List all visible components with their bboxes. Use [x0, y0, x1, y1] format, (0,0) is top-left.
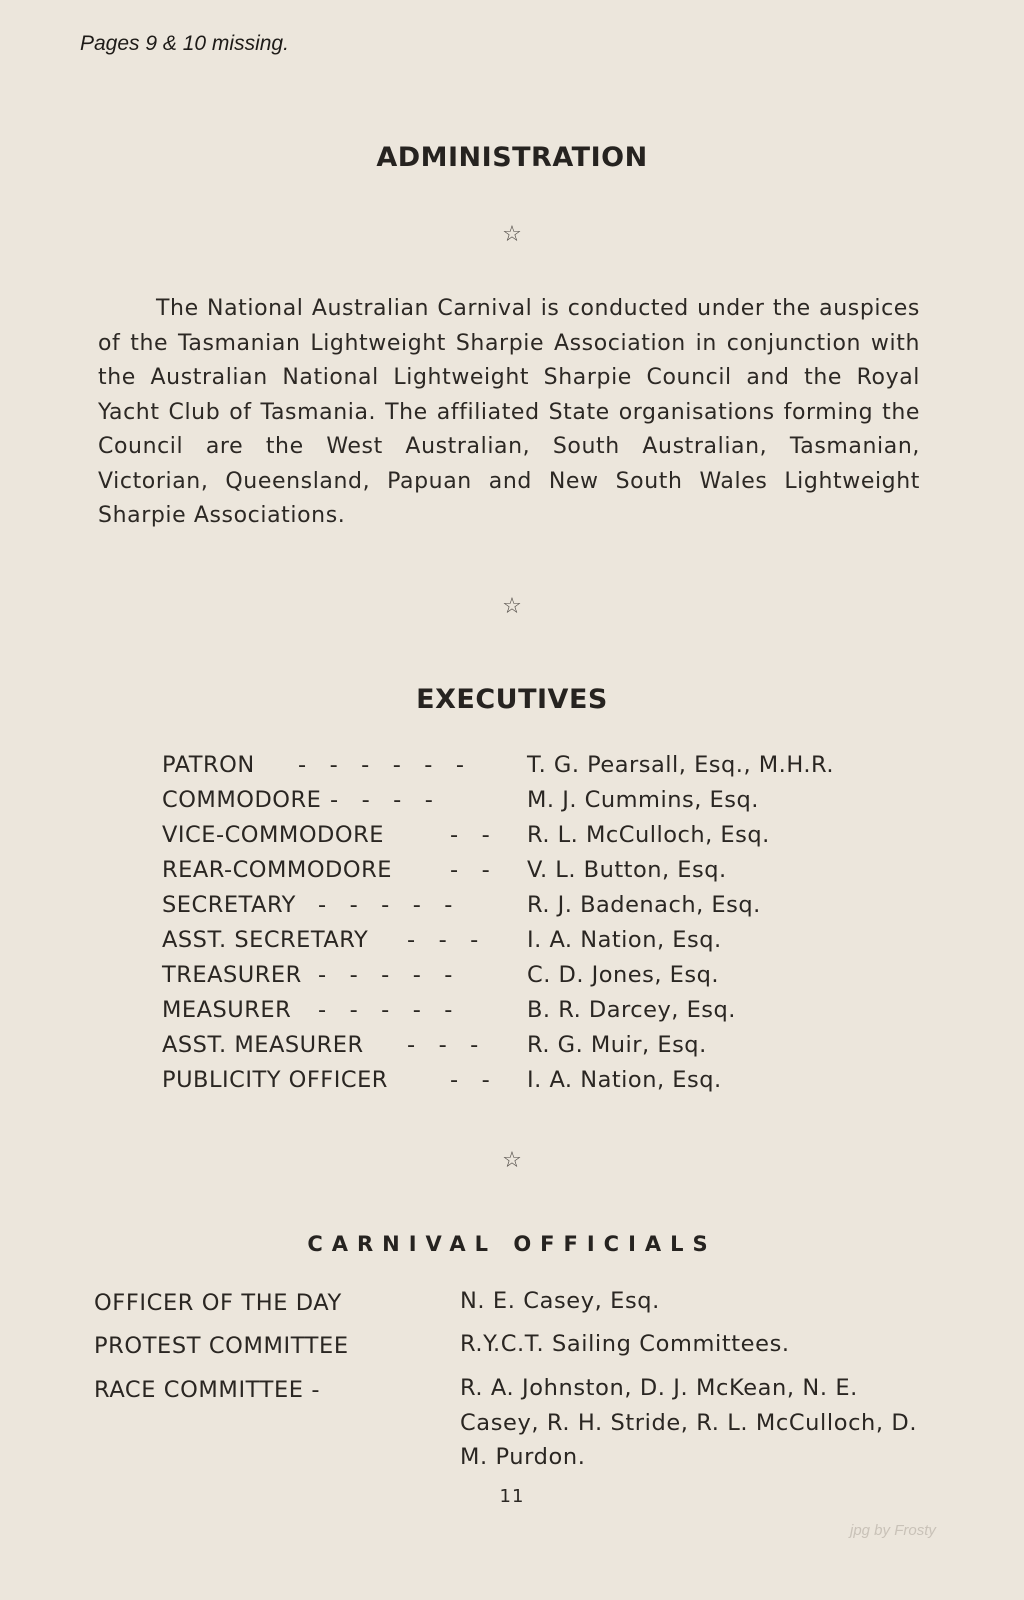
official-role: OFFICER OF THE DAY: [94, 1290, 342, 1316]
scan-credit-watermark: jpg by Frosty: [850, 1522, 936, 1539]
leader-dashes: - - -: [407, 927, 479, 953]
leader-dashes: - -: [450, 857, 491, 883]
official-role: RACE COMMITTEE -: [94, 1377, 321, 1403]
administration-heading: ADMINISTRATION: [376, 142, 648, 173]
official-value: R.Y.C.T. Sailing Committees.: [460, 1331, 790, 1357]
executive-role: REAR-COMMODORE: [162, 857, 392, 883]
executive-role: TREASURER: [162, 962, 302, 988]
star-divider-1: ☆: [502, 222, 522, 247]
star-divider-3: ☆: [502, 1148, 522, 1173]
leader-dashes: - - -: [407, 1032, 479, 1058]
leader-dashes: - - - - -: [318, 892, 453, 918]
executive-row: [162, 997, 882, 1031]
executive-name: C. D. Jones, Esq.: [527, 962, 720, 988]
executive-name: R. J. Badenach, Esq.: [527, 892, 761, 918]
official-value: R. A. Johnston, D. J. McKean, N. E. Casey, R. H. Stride, R. L. McCulloch, D. M. Purdon.: [460, 1375, 918, 1470]
leader-dashes: - - - - -: [318, 962, 453, 988]
executive-row: [162, 787, 882, 821]
executive-role: VICE-COMMODORE: [162, 822, 384, 848]
executive-role: PATRON: [162, 752, 255, 778]
leader-dashes: - - - - - -: [298, 752, 465, 778]
executive-row: [162, 1067, 882, 1101]
leader-dashes: - -: [450, 1067, 491, 1093]
executive-name: M. J. Cummins, Esq.: [527, 787, 759, 813]
executives-heading: EXECUTIVES: [416, 684, 608, 715]
executive-row: [162, 927, 882, 961]
executive-name: I. A. Nation, Esq.: [527, 1067, 722, 1093]
executive-role: MEASURER: [162, 997, 292, 1023]
administration-paragraph-text: The National Australian Carnival is conducted under the auspices of the Tasmanian Lightweight Sharpie Association in conjunction with the Australian National Lightweight Sharpie Council and the Royal Yacht Club of Tasmania. The affiliated State organisations forming the Council are the West Australian, South Australian, Tasmanian, Victorian, Queensland, Papuan and New South Wales Lightweight Sharpie Associations.: [98, 296, 920, 528]
leader-dashes: - - - - -: [318, 997, 453, 1023]
official-role: PROTEST COMMITTEE: [94, 1333, 349, 1359]
executive-name: B. R. Darcey, Esq.: [527, 997, 736, 1023]
page-number: 11: [499, 1486, 525, 1507]
executive-role: ASST. SECRETARY: [162, 927, 369, 953]
executive-row: [162, 962, 882, 996]
missing-pages-note: Pages 9 & 10 missing.: [80, 32, 289, 55]
executive-row: [162, 1032, 882, 1066]
executive-role: PUBLICITY OFFICER: [162, 1067, 388, 1093]
executive-row: [162, 822, 882, 856]
executive-name: V. L. Button, Esq.: [527, 857, 727, 883]
executive-name: I. A. Nation, Esq.: [527, 927, 722, 953]
executive-row: [162, 857, 882, 891]
executive-name: T. G. Pearsall, Esq., M.H.R.: [527, 752, 834, 778]
star-divider-2: ☆: [502, 594, 522, 619]
leader-dashes: - - - -: [330, 787, 434, 813]
official-value: N. E. Casey, Esq.: [460, 1288, 660, 1314]
executive-role: SECRETARY: [162, 892, 296, 918]
carnival-officials-heading: CARNIVAL OFFICIALS: [307, 1232, 717, 1256]
executive-row: [162, 752, 882, 786]
executive-row: [162, 892, 882, 926]
executive-name: R. G. Muir, Esq.: [527, 1032, 707, 1058]
administration-paragraph: [98, 292, 920, 534]
leader-dashes: - -: [450, 822, 491, 848]
executive-role: COMMODORE: [162, 787, 322, 813]
executive-role: ASST. MEASURER: [162, 1032, 364, 1058]
executive-name: R. L. McCulloch, Esq.: [527, 822, 770, 848]
